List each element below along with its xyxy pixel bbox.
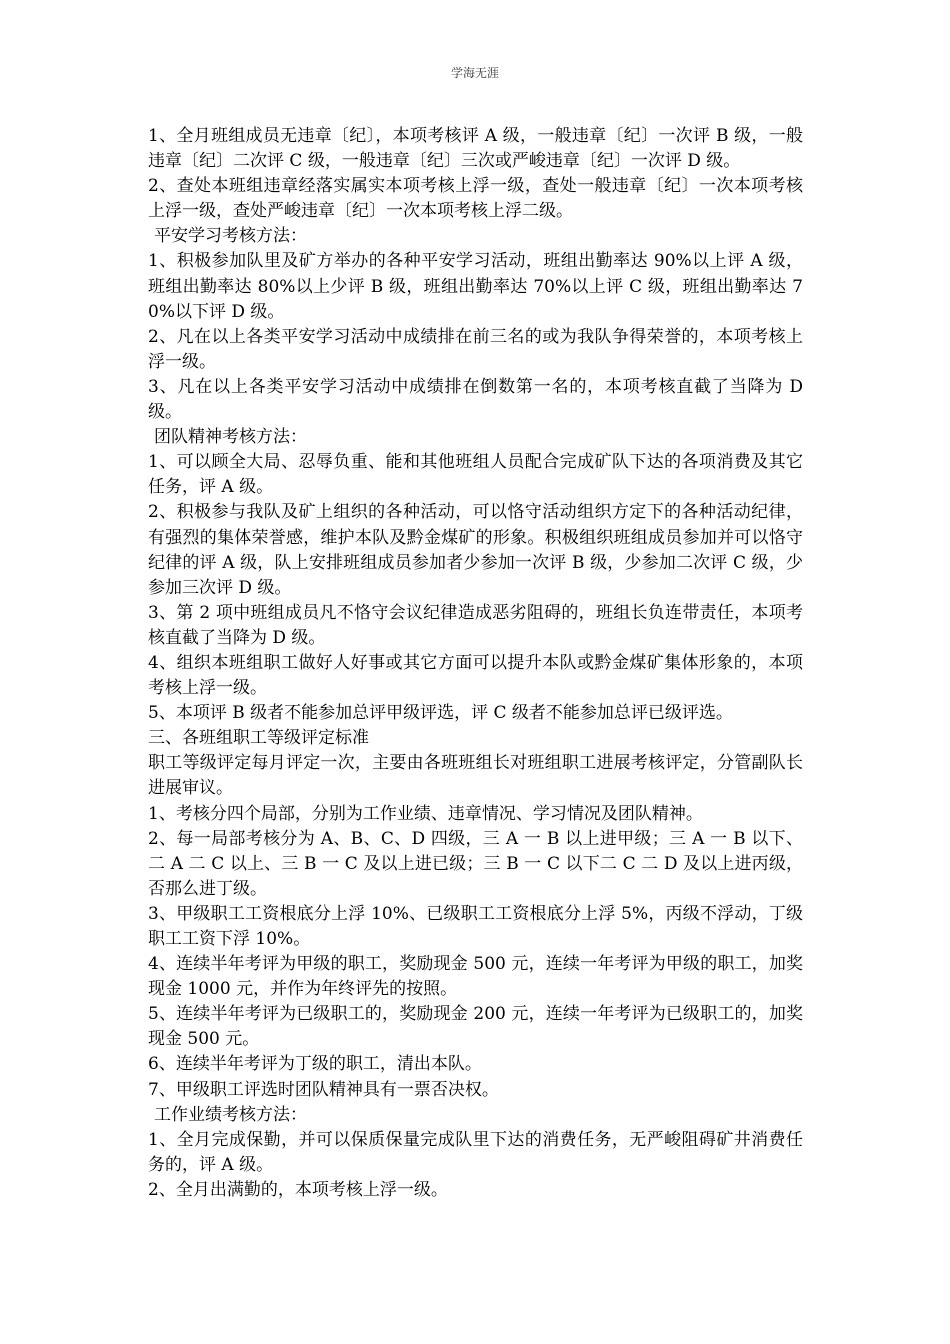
paragraph: 3、第 2 项中班组成员凡不恪守会议纪律造成恶劣阻碍的，班组长负连带责任，本项考核直截了当降为 D 级。 [148, 602, 803, 648]
document-body [148, 124, 803, 1203]
paragraph: 4、连续半年考评为甲级的职工，奖励现金 500 元，连续一年考评为甲级的职工，加奖现金 1000 元，并作为年终评先的按照。 [148, 954, 803, 1000]
paragraph: 2、查处本班组违章经落实属实本项考核上浮一级，查处一般违章〔纪〕一次本项考核上浮一级，查处严峻违章〔纪〕一次本项考核上浮二级。 [148, 176, 803, 222]
paragraph: 2、凡在以上各类平安学习活动中成绩排在前三名的或为我队争得荣誉的，本项考核上浮一级。 [148, 326, 803, 372]
paragraph: 5、本项评 B 级者不能参加总评甲级评选，评 C 级者不能参加总评已级评选。 [148, 703, 733, 724]
paragraph: 2、积极参与我队及矿上组织的各种活动，可以恪守活动组织方定下的各种活动纪律，有强烈的集体荣誉感，维护本队及黔金煤矿的形象。积极组织班组成员参加并可以恪守纪律的评 A 级，队上安排班组成员参加者少参加一次评 B 级，少参加二次评 C 级，少参加三次评 D 级。 [148, 502, 803, 598]
paragraph: 6、连续半年考评为丁级的职工，清出本队。 [148, 1054, 482, 1075]
section-heading: 平安学习考核方法： [154, 226, 307, 247]
page-header: 学海无涯 [450, 66, 499, 80]
paragraph: 1、全月班组成员无违章〔纪〕，本项考核评 A 级，一般违章〔纪〕一次评 B 级，一般违章〔纪〕二次评 C 级，一般违章〔纪〕三次或严峻违章〔纪〕一次评 D 级。 [148, 126, 803, 172]
paragraph: 7、甲级职工评选时团队精神具有一票否决权。 [148, 1079, 499, 1100]
paragraph: 1、积极参加队里及矿方举办的各种平安学习活动，班组出勤率达 90%以上评 A 级，班组出勤率达 80%以上少评 B 级，班组出勤率达 70%以上评 C 级，班组出勤率达 70%以下评 D 级。 [148, 251, 803, 322]
paragraph: 1、全月完成保勤，并可以保质保量完成队里下达的消费任务，无严峻阻碍矿井消费任务的，评 A 级。 [148, 1129, 803, 1175]
section-heading: 工作业绩考核方法： [154, 1104, 307, 1125]
paragraph: 3、甲级职工工资根底分上浮 10%、已级职工工资根底分上浮 5%，丙级不浮动，丁级职工工资下浮 10%。 [148, 903, 803, 949]
paragraph: 2、每一局部考核分为 A、B、C、D 四级，三 A 一 B 以上进甲级；三 A 一 B 以下、二 A 二 C 以上、三 B 一 C 及以上进已级；三 B 一 C 以下二 C 二 D 及以上进丙级，否那么进丁级。 [148, 828, 803, 899]
section-heading: 团队精神考核方法： [154, 427, 307, 448]
paragraph: 1、可以顾全大局、忍辱负重、能和其他班组人员配合完成矿队下达的各项消费及其它任务，评 A 级。 [148, 452, 803, 498]
paragraph: 1、考核分四个局部，分别为工作业绩、违章情况、学习情况及团队精神。 [148, 803, 703, 824]
paragraph: 职工等级评定每月评定一次，主要由各班班组长对班组职工进展考核评定，分管副队长进展审议。 [148, 753, 803, 799]
paragraph: 4、组织本班组职工做好人好事或其它方面可以提升本队或黔金煤矿集体形象的，本项考核上浮一级。 [148, 652, 803, 699]
paragraph: 2、全月出满勤的，本项考核上浮一级。 [148, 1179, 448, 1200]
paragraph: 3、凡在以上各类平安学习活动中成绩排在倒数第一名的，本项考核直截了当降为 D 级。 [148, 376, 803, 423]
section-title: 三、各班组职工等级评定标准 [148, 728, 369, 749]
paragraph: 5、连续半年考评为已级职工的，奖励现金 200 元，连续一年考评为已级职工的，加奖现金 500 元。 [148, 1004, 803, 1050]
